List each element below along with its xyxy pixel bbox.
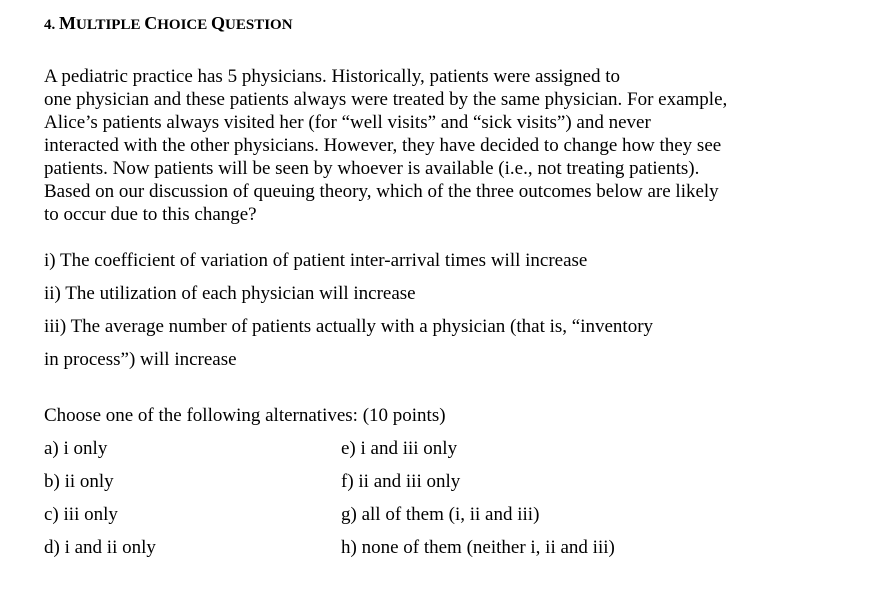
choose-prompt: Choose one of the following alternatives: (10 points)	[44, 405, 446, 426]
alternative-e: e) i and iii only	[341, 438, 458, 459]
alternative-h: h) none of them (neither i, ii and iii)	[341, 537, 615, 558]
statement-ii: ii) The utilization of each physician will increase	[44, 283, 416, 304]
question-line: to occur due to this change?	[44, 204, 257, 225]
question-heading	[44, 12, 293, 36]
alternative-g: g) all of them (i, ii and iii)	[341, 504, 540, 525]
heading-initial-q: Q	[211, 13, 226, 33]
question-line: one physician and these patients always were treated by the same physician. For example,	[44, 89, 728, 110]
alternative-f: f) ii and iii only	[341, 471, 461, 492]
statement-iii-line-2: in process”) will increase	[44, 349, 237, 370]
alternative-b: b) ii only	[44, 471, 114, 492]
heading-initial-m: M	[59, 13, 76, 33]
heading-word-question: UESTION	[225, 17, 293, 33]
heading-word-choice: HOICE	[157, 17, 208, 33]
heading-initial-c: C	[144, 13, 158, 33]
alternative-d: d) i and ii only	[44, 537, 156, 558]
question-text	[44, 65, 844, 226]
heading-word-multiple: ULTIPLE	[76, 17, 141, 33]
question-line: Alice’s patients always visited her (for “well visits” and “sick visits”) and never	[44, 112, 651, 133]
alternative-c: c) iii only	[44, 504, 118, 525]
statement-i: i) The coefficient of variation of patient inter-arrival times will increase	[44, 250, 588, 271]
statement-iii-line-1: iii) The average number of patients actually with a physician (that is, “inventory	[44, 316, 654, 337]
question-line: A pediatric practice has 5 physicians. Historically, patients were assigned to	[44, 66, 620, 87]
alternative-a: a) i only	[44, 438, 108, 459]
question-line: interacted with the other physicians. However, they have decided to change how they see	[44, 135, 722, 156]
question-line: Based on our discussion of queuing theory, which of the three outcomes below are likely	[44, 181, 719, 202]
question-number: 4.	[44, 17, 56, 33]
question-line: patients. Now patients will be seen by whoever is available (i.e., not treating patients).	[44, 158, 700, 179]
